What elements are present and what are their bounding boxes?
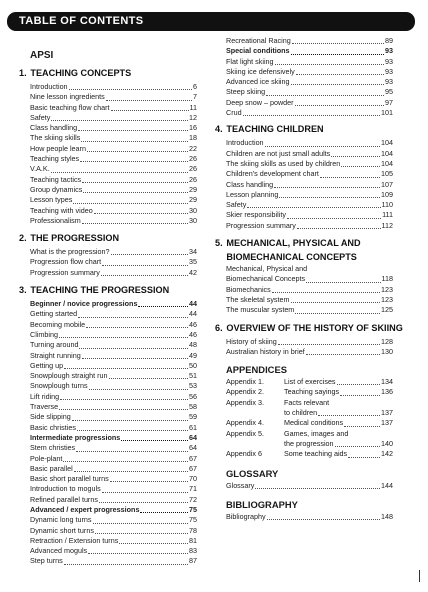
entry-title: Group dynamics: [30, 184, 83, 194]
appendix-title: List of exercises: [284, 377, 336, 387]
entry-title: Teaching with video: [30, 205, 93, 215]
entry-title: Basic christies: [30, 422, 76, 432]
entry-page: 104: [381, 158, 393, 168]
entry-title: Class handling: [226, 179, 274, 189]
toc-entry[interactable]: [19, 351, 197, 361]
section-number: 1.: [19, 68, 27, 79]
toc-section: [19, 285, 197, 567]
right-top-entries: [215, 36, 393, 118]
toc-entry[interactable]: [19, 443, 197, 453]
toc-entry[interactable]: [215, 295, 393, 305]
toc-entry[interactable]: [19, 247, 197, 257]
section-title-continued: [215, 252, 384, 264]
entry-title: Straight running: [30, 350, 81, 360]
appendix-entry[interactable]: [215, 439, 393, 449]
entry-page: 18: [189, 133, 197, 143]
entry-page: 26: [189, 174, 197, 184]
apsi-heading: APSI: [30, 50, 54, 61]
entry-page: 35: [189, 257, 197, 267]
entry-title: Basic teaching flow chart: [30, 102, 110, 112]
entry-page: 46: [189, 329, 197, 339]
toc-entry[interactable]: [215, 221, 393, 231]
entry-title: Becoming mobile: [30, 319, 86, 329]
entry-page: 93: [385, 77, 393, 87]
entry-page: 109: [381, 189, 393, 199]
toc-entry[interactable]: [19, 556, 197, 566]
appendix-entry[interactable]: [215, 418, 393, 428]
entry-page: 95: [385, 87, 393, 97]
appendix-list: [215, 377, 393, 459]
toc-entry[interactable]: [215, 190, 393, 200]
appendix-title: Medical conditions: [284, 418, 344, 428]
toc-entry[interactable]: [19, 371, 197, 381]
toc-entry[interactable]: [19, 154, 197, 164]
entry-title: Advanced ice skiing: [226, 77, 290, 87]
toc-section: [215, 124, 393, 231]
bibliography-heading: BIBLIOGRAPHY: [226, 498, 298, 510]
entry-title: Australian history in brief: [226, 346, 305, 356]
entry-page: 30: [189, 215, 197, 225]
entry-title: Dynamic short turns: [30, 525, 94, 535]
appendix-page: 134: [381, 377, 393, 387]
entry-page: 44: [189, 299, 197, 309]
entry-page: 83: [189, 546, 197, 556]
section-number: 6.: [215, 322, 223, 334]
entry-title: Lift riding: [30, 391, 60, 401]
entry-page: 58: [189, 402, 197, 412]
appendix-label: [226, 408, 284, 418]
entry-title: Steep skiing: [226, 87, 266, 97]
toc-entry[interactable]: [19, 82, 197, 92]
toc-entry[interactable]: [215, 77, 393, 87]
entry-title: Intermediate progressions: [30, 432, 121, 442]
entry-page: 30: [189, 205, 197, 215]
appendix-label: Appendix 6: [226, 449, 262, 459]
toc-entry[interactable]: [19, 216, 197, 226]
toc-entry[interactable]: [215, 108, 393, 118]
section-heading: [19, 68, 188, 80]
entry-title: Retraction / Extension turns: [30, 535, 119, 545]
entry-title: Getting up: [30, 360, 64, 370]
appendix-title: the progression: [284, 438, 334, 448]
glossary-heading: GLOSSARY: [226, 467, 279, 479]
toc-entry[interactable]: [19, 268, 197, 278]
appendix-label: Appendix 2.: [226, 387, 264, 397]
entry-title: Traverse: [30, 402, 59, 412]
section-number: 3.: [19, 285, 27, 297]
section-number: 4.: [215, 124, 223, 136]
entry-title: History of skiing: [226, 336, 277, 346]
section-number: 5.: [215, 238, 223, 250]
entry-title: The muscular system: [226, 305, 295, 315]
toc-entry[interactable]: [19, 340, 197, 350]
toc-subsection-entry[interactable]: [19, 505, 197, 515]
toc-entry[interactable]: [19, 175, 197, 185]
toc-entry[interactable]: [215, 138, 393, 148]
section-heading: [19, 233, 188, 245]
appendix-title: Teaching sayings: [284, 387, 340, 397]
entry-title: Step turns: [30, 556, 63, 566]
appendix-page: 142: [381, 449, 393, 459]
toc-entry[interactable]: [19, 474, 197, 484]
toc-entry[interactable]: [215, 347, 393, 357]
toc-entry[interactable]: [215, 274, 393, 284]
glossary-entry[interactable]: Glossary 144: [226, 480, 393, 490]
toc-entry[interactable]: [19, 402, 197, 412]
section-title: OVERVIEW OF THE HISTORY OF SKIING: [226, 322, 403, 334]
entry-page: 105: [381, 169, 393, 179]
entry-page: 78: [189, 525, 197, 535]
toc-entry[interactable]: [215, 57, 393, 67]
entry-page: 34: [189, 247, 197, 257]
toc-entry[interactable]: [19, 144, 197, 154]
appendix-entry[interactable]: [215, 377, 393, 387]
toc-entry[interactable]: [19, 464, 197, 474]
entry-title-line1: Mechanical, Physical and: [226, 264, 308, 274]
entry-page: 64: [189, 443, 197, 453]
entry-title: Skiing ice defensively: [226, 66, 295, 76]
entry-title: Safety: [30, 112, 51, 122]
entry-title: Flat light skiing: [226, 56, 274, 66]
entry-page: 104: [381, 148, 393, 158]
bibliography-entry[interactable]: Bibliography 148: [226, 511, 393, 521]
entry-page: 71: [189, 484, 197, 494]
toc-entry[interactable]: [19, 515, 197, 525]
toc-entry[interactable]: [19, 423, 197, 433]
toc-entry[interactable]: [19, 484, 197, 494]
entry-title: V.A.K.: [30, 164, 50, 174]
toc-entry[interactable]: [19, 320, 197, 330]
appendices-heading: APPENDICES: [226, 364, 287, 376]
toc-section: [19, 233, 197, 278]
entry-page: 75: [189, 515, 197, 525]
toc-entry[interactable]: [19, 113, 197, 123]
toc-entry[interactable]: [215, 305, 393, 315]
entry-title: Pole-plant: [30, 453, 63, 463]
appendix-label: Appendix 1.: [226, 377, 264, 387]
entry-page: 87: [189, 556, 197, 566]
section-title: MECHANICAL, PHYSICAL AND: [226, 238, 361, 250]
entry-page: 93: [385, 46, 393, 56]
entry-page: 128: [381, 336, 393, 346]
toc-entry[interactable]: [215, 169, 393, 179]
toc-entry[interactable]: [215, 200, 393, 210]
entry-page: 93: [385, 66, 393, 76]
entry-page: 53: [189, 381, 197, 391]
toc-right-column: [215, 36, 403, 522]
entry-page: 26: [189, 154, 197, 164]
entry-page: 46: [189, 319, 197, 329]
toc-entry[interactable]: [215, 159, 393, 169]
entry-title: Biomechanics: [226, 284, 271, 294]
entry-page: 44: [189, 309, 197, 319]
page-edge-mark: [419, 570, 420, 582]
entry-title: Nine lesson ingredients: [30, 92, 105, 102]
entry-page: 130: [381, 346, 393, 356]
entry-title: Basic parallel: [30, 463, 73, 473]
section-title: THE PROGRESSION: [30, 233, 120, 245]
entry-page: 93: [385, 56, 393, 66]
entry-page: 51: [189, 371, 197, 381]
toc-section: [215, 322, 403, 358]
entry-page: 101: [381, 108, 393, 118]
appendix-page: 140: [381, 438, 393, 448]
entry-page: 7: [193, 92, 197, 102]
entry-title: Snowplough turns: [30, 381, 88, 391]
entry-title: Progression summary: [30, 267, 100, 277]
entry-page: 64: [189, 432, 197, 442]
entry-page: 72: [189, 494, 197, 504]
entry-title: Safety: [226, 200, 247, 210]
toc-entry[interactable]: [19, 546, 197, 556]
toc-entry[interactable]: [19, 309, 197, 319]
toc-entry[interactable]: [19, 536, 197, 546]
entry-page: 6: [193, 82, 197, 91]
toc-left-column: [19, 36, 197, 574]
toc-entry[interactable]: [19, 206, 197, 216]
toc-entry[interactable]: [215, 210, 393, 220]
toc-entry[interactable]: [19, 92, 197, 102]
entry-page: 61: [189, 422, 197, 432]
entry-title: Introduction: [226, 138, 264, 148]
entry-page: 97: [385, 97, 393, 107]
entry-page: 104: [381, 138, 393, 148]
toc-subsection-entry[interactable]: [215, 46, 393, 56]
appendix-title: Some teaching aids: [284, 449, 348, 459]
appendix-title: to children: [284, 408, 318, 418]
toc-entry[interactable]: [215, 285, 393, 295]
toc-entry[interactable]: [215, 87, 393, 97]
appendix-label: [226, 439, 284, 449]
entry-title: Lesson types: [30, 195, 73, 205]
entry-title: Advanced moguls: [30, 546, 88, 556]
toc-entry[interactable]: [19, 412, 197, 422]
toc-entry[interactable]: [19, 392, 197, 402]
entry-title: Introduction: [30, 82, 68, 91]
toc-subsection-entry[interactable]: [19, 299, 197, 309]
entry-page: 89: [385, 36, 393, 45]
toc-entry[interactable]: [19, 330, 197, 340]
appendix-entry[interactable]: [215, 398, 393, 408]
section-heading: [19, 285, 188, 297]
entry-title: Getting started: [30, 309, 78, 319]
entry-title: Turning around: [30, 340, 79, 350]
entry-title: Lesson planning: [226, 189, 279, 199]
entry-page: 48: [189, 340, 197, 350]
entry-page: 118: [381, 274, 393, 284]
entry-title: Climbing: [30, 329, 58, 339]
section-heading: [215, 238, 384, 250]
toc-entry[interactable]: [215, 337, 393, 347]
entry-page: 50: [189, 360, 197, 370]
toc-entry[interactable]: [19, 195, 197, 205]
entry-title: Recreational Racing: [226, 36, 291, 45]
toc-entry[interactable]: [215, 67, 393, 77]
entry-title: Refined parallel turns: [30, 494, 98, 504]
entry-title: Biomechanical Concepts: [226, 274, 306, 284]
appendix-entry[interactable]: [215, 408, 393, 418]
toc-entry[interactable]: [19, 123, 197, 133]
right-sections: [215, 124, 403, 357]
entry-title: Basic short parallel turns: [30, 474, 109, 484]
toc-banner: TABLE OF CONTENTS: [7, 12, 415, 31]
toc-entry[interactable]: [215, 149, 393, 159]
entry-page: 81: [189, 535, 197, 545]
entry-title: Teaching styles: [30, 154, 80, 164]
entry-page: 29: [189, 184, 197, 194]
toc-entry[interactable]: [19, 164, 197, 174]
appendix-label: Appendix 5.: [226, 428, 264, 438]
toc-entry[interactable]: [19, 526, 197, 536]
entry-title: Deep snow – powder: [226, 97, 294, 107]
entry-title: The skiing skills as used by children: [226, 158, 341, 168]
toc-entry[interactable]: [215, 36, 393, 46]
toc-section: [19, 68, 197, 226]
entry-title: Introduction to moguls: [30, 484, 101, 494]
toc-entry[interactable]: [19, 133, 197, 143]
appendix-title: Facts relevant: [284, 397, 330, 407]
entry-page: 75: [189, 504, 197, 514]
section-number: 2.: [19, 233, 27, 245]
entry-page: 112: [381, 220, 393, 230]
entry-page: 12: [189, 112, 197, 122]
toc-entry[interactable]: [19, 381, 197, 391]
toc-entry[interactable]: [215, 98, 393, 108]
toc-entry[interactable]: [19, 454, 197, 464]
toc-entry[interactable]: [19, 103, 197, 113]
entry-title: Children's development chart: [226, 169, 319, 179]
left-sections: [19, 68, 197, 567]
toc-entry[interactable]: [19, 495, 197, 505]
toc-entry[interactable]: [215, 180, 393, 190]
appendix-entry[interactable]: [215, 429, 393, 439]
entry-page: 67: [189, 463, 197, 473]
entry-title: Beginner / novice progressions: [30, 299, 138, 309]
entry-title: Teaching tactics: [30, 174, 82, 184]
entry-title: Stem christies: [30, 443, 76, 453]
entry-page: 22: [189, 143, 197, 153]
entry-page: 110: [381, 200, 393, 210]
appendix-label: Appendix 4.: [226, 418, 264, 428]
entry-page: 29: [189, 195, 197, 205]
entry-page: 42: [189, 267, 197, 277]
entry-title: Children are not just small adults: [226, 148, 331, 158]
entry-title: Professionalism: [30, 215, 81, 225]
entry-page: 49: [189, 350, 197, 360]
entry-title: What is the progression?: [30, 247, 110, 257]
entry-title: Crud: [226, 108, 242, 118]
entry-title: Progression flow chart: [30, 257, 102, 267]
toc-entry[interactable]: [19, 185, 197, 195]
entry-page: 123: [381, 284, 393, 294]
entry-title: The skeletal system: [226, 294, 290, 304]
appendix-page: 137: [381, 408, 393, 418]
appendix-entry[interactable]: [215, 449, 393, 459]
entry-page: 11: [189, 102, 197, 112]
entry-page: 26: [189, 164, 197, 174]
entry-title: Side slipping: [30, 412, 71, 422]
toc-subsection-entry[interactable]: [19, 433, 197, 443]
toc-entry[interactable]: [19, 361, 197, 371]
entry-title: The skiing skills: [30, 133, 81, 143]
entry-title: Advanced / expert progressions: [30, 504, 140, 514]
entry-page: 16: [189, 123, 197, 133]
section-title: TEACHING CONCEPTS: [30, 68, 132, 79]
appendix-title: Games, images and: [284, 428, 349, 438]
section-heading: [215, 322, 403, 335]
entry-title: Skier responsibility: [226, 210, 286, 220]
entry-title: Progression summary: [226, 220, 296, 230]
entry-page: 111: [382, 210, 393, 220]
section-heading: [215, 124, 384, 136]
section-title: TEACHING THE PROGRESSION: [30, 285, 170, 297]
entry-title: Special conditions: [226, 46, 290, 56]
appendix-entry[interactable]: [215, 387, 393, 397]
entry-title: Snowplough straight run: [30, 371, 108, 381]
entry-page: 56: [189, 391, 197, 401]
entry-page: 107: [381, 179, 393, 189]
toc-section: [215, 238, 393, 315]
appendix-page: 136: [381, 387, 393, 397]
toc-entry[interactable]: [19, 257, 197, 267]
entry-title: Class handling: [30, 123, 78, 133]
section-title: TEACHING CHILDREN: [226, 124, 324, 136]
entry-title: How people learn: [30, 143, 86, 153]
entry-page: 123: [381, 294, 393, 304]
appendix-label: Appendix 3.: [226, 397, 264, 407]
entry-page: 59: [189, 412, 197, 422]
entry-title: Dynamic long turns: [30, 515, 92, 525]
appendix-page: 137: [381, 418, 393, 428]
entry-page: 70: [189, 474, 197, 484]
entry-page: 67: [189, 453, 197, 463]
entry-page: 125: [381, 305, 393, 315]
section-title-line2: BIOMECHANICAL CONCEPTS: [226, 252, 357, 264]
